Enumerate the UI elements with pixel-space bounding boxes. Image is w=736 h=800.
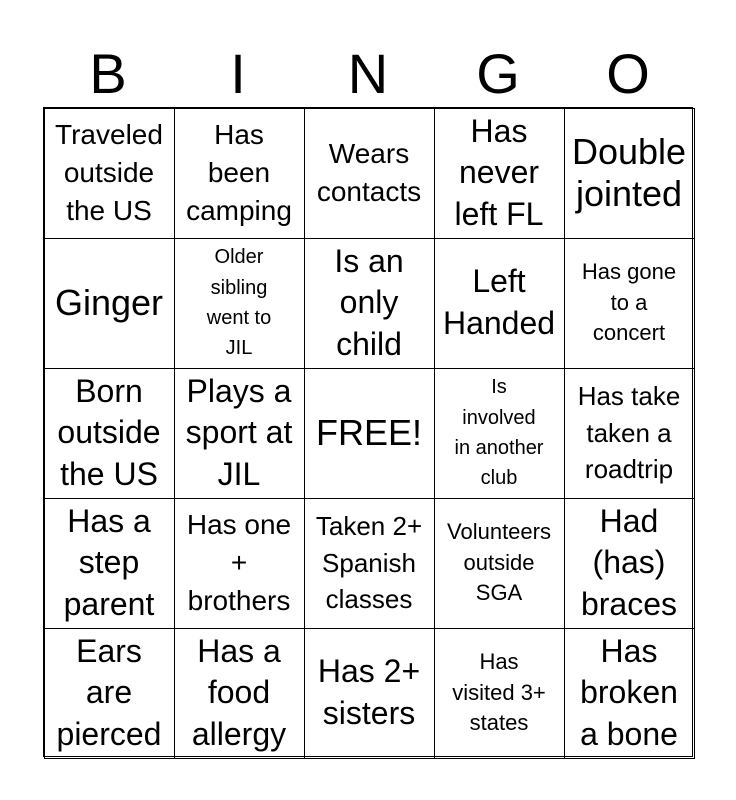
cell-label: Has one + brothers: [186, 509, 292, 616]
bingo-cell-r4-c3[interactable]: [304, 498, 435, 629]
bingo-cell-r4-c2[interactable]: [174, 498, 305, 629]
cell-label: Double jointed: [571, 130, 687, 214]
bingo-cell-r1-c2[interactable]: [174, 108, 305, 239]
cell-label: Has a food allergy: [191, 632, 287, 752]
cell-label: Is involved in another club: [454, 376, 544, 490]
cell-label: Traveled outside the US: [55, 119, 163, 226]
header-letter-g: G: [476, 42, 520, 105]
bingo-cell-r1-c3[interactable]: [304, 108, 435, 239]
bingo-cell-r1-c1[interactable]: [44, 108, 175, 239]
bingo-cell-r2-c1[interactable]: [44, 238, 175, 369]
cell-label: Has visited 3+ states: [452, 649, 546, 736]
cell-label: Has a step parent: [63, 502, 155, 622]
cell-label: Born outside the US: [57, 372, 161, 492]
header-letter-o: O: [606, 42, 650, 105]
cell-label: Older sibling went to JIL: [206, 246, 272, 360]
bingo-cell-r5-c3[interactable]: [304, 628, 435, 759]
bingo-cell-r1-c4[interactable]: [434, 108, 565, 239]
bingo-cell-r4-c4[interactable]: [434, 498, 565, 629]
cell-label: Has broken a bone: [580, 632, 678, 752]
cell-label: Has never left FL: [454, 112, 544, 232]
header-letter-n: N: [347, 42, 389, 105]
cell-label: Has gone to a concert: [581, 259, 677, 346]
cell-label: Has take taken a roadtrip: [577, 380, 681, 485]
free-space-label: FREE!: [315, 411, 422, 453]
cell-label: Left Handed: [442, 263, 556, 341]
header-letter-b: B: [89, 42, 127, 105]
cell-label: Taken 2+ Spanish classes: [315, 510, 423, 615]
bingo-cell-r2-c2[interactable]: [174, 238, 305, 369]
bingo-board: [43, 107, 693, 757]
bingo-cell-r3-c4[interactable]: [434, 368, 565, 499]
bingo-cell-r2-c4[interactable]: [434, 238, 565, 369]
cell-label: Wears contacts: [316, 138, 422, 207]
header-letter-i: I: [230, 42, 246, 105]
cell-label: Had (has) braces: [580, 502, 678, 622]
bingo-cell-r2-c3[interactable]: [304, 238, 435, 369]
bingo-cell-r3-c5[interactable]: [564, 368, 695, 499]
bingo-cell-r5-c1[interactable]: [44, 628, 175, 759]
cell-label: Is an only child: [334, 242, 404, 362]
bingo-cell-r4-c5[interactable]: [564, 498, 695, 629]
bingo-cell-r1-c5[interactable]: [564, 108, 695, 239]
bingo-cell-r3-c2[interactable]: [174, 368, 305, 499]
bingo-cell-r5-c2[interactable]: [174, 628, 305, 759]
bingo-cell-r5-c5[interactable]: [564, 628, 695, 759]
cell-label: Plays a sport at JIL: [185, 372, 293, 492]
bingo-cell-r4-c1[interactable]: [44, 498, 175, 629]
cell-label: Ginger: [54, 281, 164, 323]
cell-label: Ears are pierced: [56, 632, 162, 752]
bingo-header: [43, 40, 693, 108]
bingo-cell-r5-c4[interactable]: [434, 628, 565, 759]
bingo-cell-r3-c3-free[interactable]: [304, 368, 435, 499]
bingo-cell-r2-c5[interactable]: [564, 238, 695, 369]
bingo-cell-r3-c1[interactable]: [44, 368, 175, 499]
cell-label: Has 2+ sisters: [317, 653, 421, 731]
cell-label: Volunteers outside SGA: [447, 519, 551, 606]
cell-label: Has been camping: [186, 119, 292, 226]
